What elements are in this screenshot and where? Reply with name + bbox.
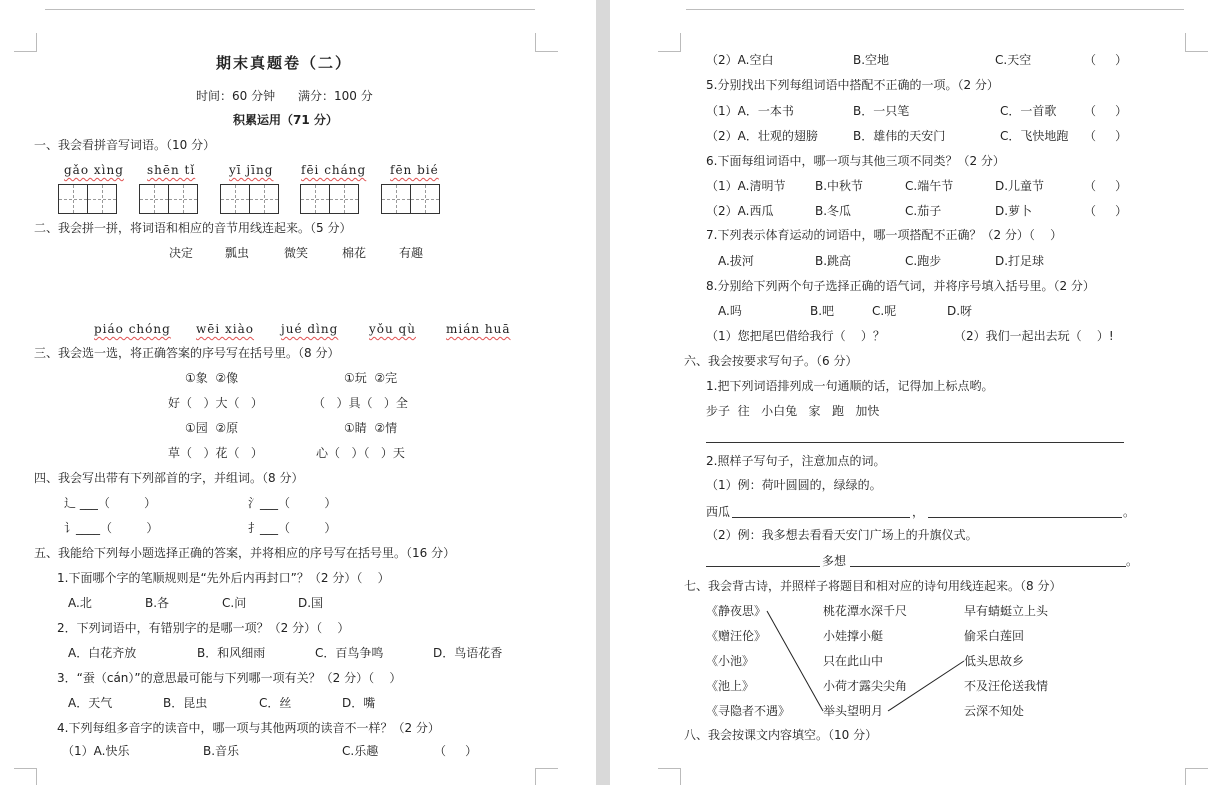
crop-mark [535, 768, 558, 785]
q5-option: C.天空 [995, 53, 1032, 67]
q5-option: B.音乐 [203, 744, 240, 758]
q3-options: ①象 ②像 [185, 371, 239, 385]
q5-item: 4.下列每组多音字的读音中，哪一项与其他两项的读音不一样？（2 分） [57, 721, 440, 735]
answer-blank[interactable]: （ ） [1084, 53, 1128, 67]
q4-blank[interactable]: 扌___（ ） [248, 521, 337, 535]
q5-sentence[interactable]: （1）您把尾巴借给我行（ ）？ [706, 329, 885, 343]
pinyin-label: gǎo xìng [64, 163, 124, 177]
q5-option: C．百鸟争鸣 [315, 646, 384, 660]
q6-prompt: 西瓜 [706, 505, 731, 519]
poem-line[interactable]: 桃花潭水深千尺 [823, 604, 908, 618]
q6-item: 1.把下列词语排列成一句通顺的话，记得加上标点哟。 [706, 379, 994, 393]
q5-option: B．和风细雨 [197, 646, 266, 660]
q2-word: 棉花 [342, 246, 367, 260]
page-top-rule [45, 9, 535, 10]
page-left [0, 0, 596, 785]
answer-blank[interactable]: （ ） [1084, 179, 1128, 193]
q2-word: 有趣 [399, 246, 424, 260]
q5-option: B.空地 [853, 53, 890, 67]
crop-mark [14, 768, 37, 785]
q5-option: D．嘴 [342, 696, 376, 710]
poem-line[interactable]: 只在此山中 [823, 654, 884, 668]
poem-line[interactable]: 早有蜻蜓立上头 [964, 604, 1049, 618]
q3-blank[interactable]: 草（ ）花（ ） [168, 446, 263, 460]
answer-blank[interactable]: （ ） [1084, 129, 1128, 143]
q5-item: 3．“蚕（cán）”的意思最可能与下列哪一项有关？（2 分）（ ） [57, 671, 402, 685]
poem-line[interactable]: 云深不知处 [964, 704, 1025, 718]
q5-option: C.呢 [872, 304, 897, 318]
q6-example: （1）例：荷叶圆圆的，绿绿的。 [706, 478, 882, 492]
writing-grid[interactable] [58, 184, 116, 214]
writing-grid[interactable] [220, 184, 278, 214]
q1-heading: 一、我会看拼音写词语。（10 分） [34, 138, 216, 152]
crop-mark [535, 33, 558, 52]
q5-option: B．昆虫 [163, 696, 208, 710]
q2-pinyin: piáo chóng [94, 322, 171, 336]
pinyin-label: fēn bié [390, 163, 439, 177]
poem-title[interactable]: 《赠汪伦》 [706, 629, 767, 643]
q5-option: （2）A．壮观的翅膀 [706, 129, 818, 143]
q2-pinyin: yǒu qù [369, 322, 416, 336]
poem-line[interactable]: 低头思故乡 [964, 654, 1025, 668]
q4-heading: 四、我会写出带有下列部首的字，并组词。（8 分） [34, 471, 304, 485]
q3-blank[interactable]: 好（ ）大（ ） [168, 396, 263, 410]
writing-grid[interactable] [300, 184, 358, 214]
q6-prompt: ， [912, 505, 925, 519]
page-gutter [596, 0, 610, 785]
q2-word: 瓢虫 [225, 246, 250, 260]
q5-option: C.跑步 [905, 254, 942, 268]
q5-item: 6.下面每组词语中，哪一项与其他三项不同类？（2 分） [706, 154, 1005, 168]
q5-option: D.儿童节 [995, 179, 1045, 193]
q5-option: D.国 [298, 596, 324, 610]
q5-option: B.冬瓜 [815, 204, 852, 218]
q5-option: A.北 [68, 596, 92, 610]
pinyin-label: fēi cháng [301, 163, 367, 177]
writing-grid[interactable] [139, 184, 197, 214]
q2-pinyin: jué dìng [281, 322, 339, 336]
poem-line[interactable]: 小荷才露尖尖角 [823, 679, 908, 693]
q5-option: （2）A.西瓜 [706, 204, 774, 218]
q2-pinyin: wēi xiào [196, 322, 255, 336]
q2-word: 决定 [169, 246, 194, 260]
q5-option: C.乐趣 [342, 744, 379, 758]
q8-heading: 八、我会按课文内容填空。（10 分） [684, 728, 878, 742]
q5-option: （1）A．一本书 [706, 104, 794, 118]
q5-option: A.拔河 [718, 254, 754, 268]
q5-heading: 五、我能给下列每小题选择正确的答案，并将相应的序号写在括号里。（16 分） [34, 546, 456, 560]
q2-heading: 二、我会拼一拼，将词语和相应的音节用线连起来。（5 分） [34, 221, 352, 235]
q5-option: （1）A.清明节 [706, 179, 786, 193]
q6-prompt: 多想 [822, 554, 847, 568]
q5-option: B．一只笔 [853, 104, 910, 118]
poem-title[interactable]: 《池上》 [706, 679, 755, 693]
q5-option: A．白花齐放 [68, 646, 137, 660]
poem-line[interactable]: 小娃撑小艇 [823, 629, 884, 643]
q5-option: C.茄子 [905, 204, 942, 218]
q5-option: C．飞快地跑 [1000, 129, 1069, 143]
poem-line[interactable]: 举头望明月 [823, 704, 884, 718]
q7-heading: 七、我会背古诗，并照样子将题目和相对应的诗句用线连起来。（8 分） [684, 579, 1062, 593]
poem-line[interactable]: 偷采白莲回 [964, 629, 1025, 643]
q3-blank[interactable]: 心（ ）（ ）天 [316, 446, 405, 460]
q6-prompt: 。 [1126, 554, 1139, 568]
q5-option: C．一首歌 [1000, 104, 1057, 118]
answer-blank[interactable]: （ ） [434, 744, 478, 758]
pinyin-label: shēn tǐ [147, 163, 196, 177]
poem-title[interactable]: 《静夜思》 [706, 604, 767, 618]
q5-option: B.跳高 [815, 254, 852, 268]
q5-option: C．丝 [259, 696, 292, 710]
section-heading: 积累运用（71 分） [233, 113, 338, 127]
q5-option: A.吗 [718, 304, 742, 318]
q5-item: 8.分别给下列两个句子选择正确的语气词，并将序号填入括号里。（2 分） [706, 279, 1095, 293]
poem-title[interactable]: 《小池》 [706, 654, 755, 668]
q6-prompt: 。 [1123, 505, 1136, 519]
q2-word: 微笑 [284, 246, 309, 260]
writing-grid[interactable] [381, 184, 439, 214]
q5-item: 2．下列词语中，有错别字的是哪一项？（2 分）（ ） [57, 621, 350, 635]
q5-option: C.端午节 [905, 179, 954, 193]
q5-item: 1.下面哪个字的笔顺规则是“先外后内再封口”？（2 分）（ ） [57, 571, 390, 585]
pinyin-label: yī jīng [229, 163, 274, 177]
q4-blank[interactable]: 讠____（ ） [64, 521, 159, 535]
answer-blank[interactable]: （ ） [1084, 204, 1128, 218]
q6-words: 步子 往 小白兔 家 跑 加快 [706, 404, 880, 418]
q4-blank[interactable]: 氵___（ ） [248, 496, 337, 510]
q5-item: 5.分别找出下列每组词语中搭配不正确的一项。（2 分） [706, 78, 999, 92]
q5-option: B.吧 [810, 304, 835, 318]
q5-option: B.各 [145, 596, 170, 610]
q5-option: B．雄伟的天安门 [853, 129, 946, 143]
crop-mark [14, 33, 37, 52]
q5-option: （1）A.快乐 [62, 744, 130, 758]
q6-item: 2.照样子写句子，注意加点的词。 [706, 454, 886, 468]
q6-heading: 六、我会按要求写句子。（6 分） [684, 354, 858, 368]
q2-pinyin: mián huā [446, 322, 511, 336]
q3-blank[interactable]: （ ）具（ ）全 [313, 396, 408, 410]
time-line: 时间：60 分钟 满分：100 分 [196, 89, 373, 103]
page-right [610, 0, 1214, 785]
connector-line [888, 661, 964, 711]
q5-option: D.呀 [947, 304, 973, 318]
q5-option: D．鸟语花香 [433, 646, 503, 660]
q5-option: C.问 [222, 596, 247, 610]
q5-option: （2）A.空白 [706, 53, 774, 67]
q5-option: A．天气 [68, 696, 113, 710]
q5-item: 7.下列表示体育运动的词语中，哪一项搭配不正确？（2 分）（ ） [706, 228, 1063, 242]
q5-sentence[interactable]: （2）我们一起出去玩（ ）! [954, 329, 1114, 343]
q3-options: ①园 ②原 [185, 421, 239, 435]
q5-option: D.打足球 [995, 254, 1045, 268]
q3-options: ①睛 ②情 [344, 421, 398, 435]
poem-title[interactable]: 《寻隐者不遇》 [706, 704, 791, 718]
q6-example: （2）例：我多想去看看天安门广场上的升旗仪式。 [706, 528, 978, 542]
q3-heading: 三、我会选一选，将正确答案的序号写在括号里。（8 分） [34, 346, 340, 360]
q5-option: D.萝卜 [995, 204, 1033, 218]
answer-blank[interactable]: （ ） [1084, 104, 1128, 118]
connector-line [767, 611, 823, 711]
poem-line[interactable]: 不及汪伦送我情 [964, 679, 1049, 693]
page-title: 期末真题卷（二） [216, 54, 353, 72]
q4-blank[interactable]: ⻌ ___（ ） [64, 496, 157, 510]
q5-option: B.中秋节 [815, 179, 864, 193]
example-connector-lines [610, 0, 1214, 785]
q3-options: ①玩 ②完 [344, 371, 398, 385]
